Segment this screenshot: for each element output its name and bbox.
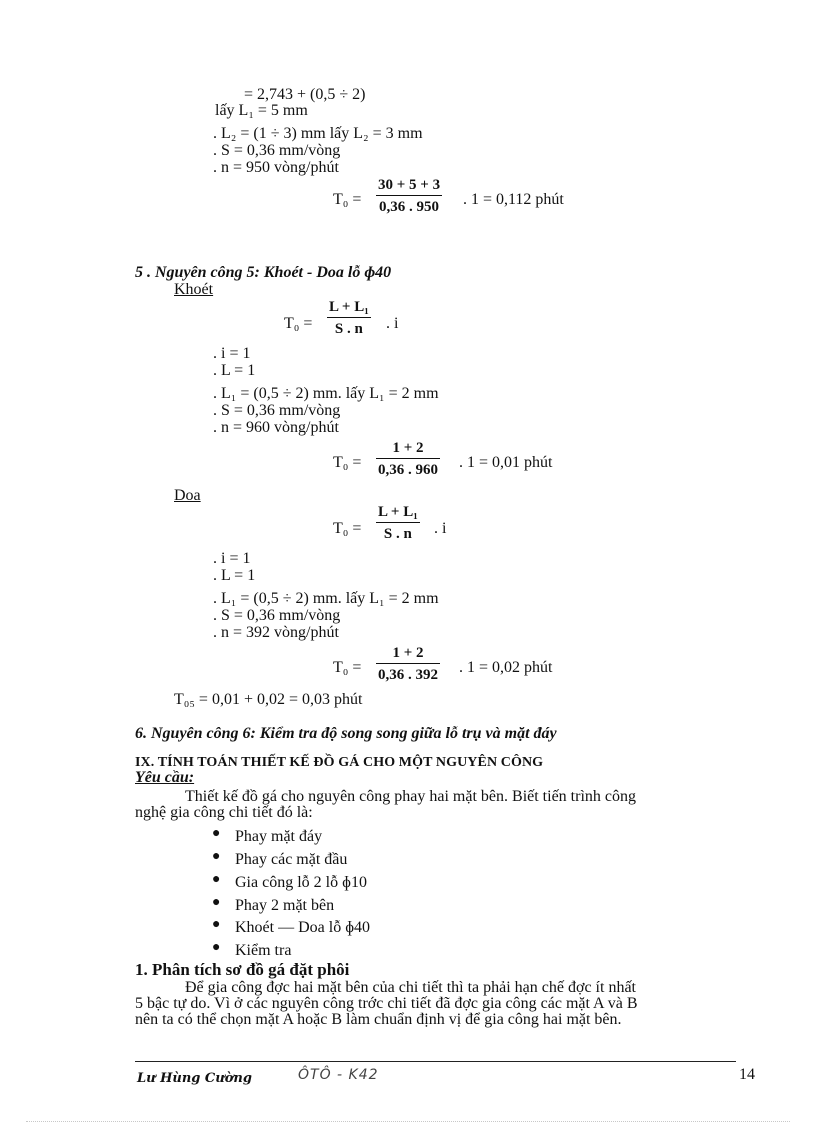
formula-numerator: L + L₁ (329, 299, 369, 315)
paragraph-line-3: nên ta có thể chọn mặt A hoặc B làm chuẩn định vị để gia công hai mặt bên. (135, 1011, 622, 1028)
page-number: 14 (739, 1066, 755, 1083)
fraction-bar (376, 458, 440, 459)
doa-i: . i = 1 (213, 550, 251, 567)
khoet-L: . L = 1 (213, 362, 256, 379)
fraction-bar (376, 522, 420, 523)
formula-denominator: S . n (334, 321, 363, 337)
t0-denominator: 0,36 . 960 (378, 462, 438, 478)
l1-choice: lấy L₁ = 5 mm (215, 102, 308, 119)
l2-line: . L₂ = (1 ÷ 3) mm lấy L₂ = 3 mm (213, 125, 423, 142)
l1-expression: = 2,743 + (0,5 ÷ 2) (244, 86, 366, 103)
intro-line-1: Thiết kế đồ gá cho nguyên công phay hai mặt bên. Biết tiến trình công (185, 788, 636, 805)
list-item: Phay 2 mặt bên (235, 897, 335, 914)
page-edge-dotted-line (26, 1121, 790, 1122)
khoet-S: . S = 0,36 mm/vòng (213, 402, 341, 419)
t0-numerator: 30 + 5 + 3 (378, 177, 441, 193)
doa-formula-fraction (376, 503, 420, 543)
bullet-icon: ● (212, 872, 221, 887)
khoet-t0-fraction (376, 439, 440, 479)
t0-numerator: 1 + 2 (392, 440, 424, 456)
formula-denominator: S . n (383, 526, 412, 542)
section-ix-heading: IX. TÍNH TOÁN THIẾT KẾ ĐỒ GÁ CHO MỘT NGUYÊN CÔNG (135, 755, 544, 770)
t0-denominator: 0,36 . 392 (378, 667, 438, 683)
doa-formula-rhs: . i (434, 520, 447, 537)
doa-n: . n = 392 vòng/phút (213, 624, 339, 641)
bullet-icon: ● (212, 849, 221, 864)
intro-line-2: nghệ gia công chi tiết đó là: (135, 804, 313, 821)
khoet-n: . n = 960 vòng/phút (213, 419, 339, 436)
list-item: Khoét — Doa lỗ ɸ40 (235, 919, 371, 936)
t0-fraction (376, 176, 442, 216)
requirement-label: Yêu cầu: (135, 769, 195, 786)
fraction-bar (327, 317, 371, 318)
doa-label: Doa (174, 487, 201, 504)
section-5-heading: 5 . Nguyên công 5: Khoét - Doa lỗ ɸ40 (135, 264, 392, 281)
t0-denominator: 0,36 . 950 (379, 199, 440, 215)
bullet-icon: ● (212, 917, 221, 932)
khoet-L1: . L₁ = (0,5 ÷ 2) mm. lấy L₁ = 2 mm (213, 385, 439, 402)
doa-S: . S = 0,36 mm/vòng (213, 607, 341, 624)
khoet-label: Khoét (174, 281, 214, 298)
doa-L1: . L₁ = (0,5 ÷ 2) mm. lấy L₁ = 2 mm (213, 590, 439, 607)
t0-rhs: . 1 = 0,112 phút (463, 191, 564, 208)
t05-total: T₀₅ = 0,01 + 0,02 = 0,03 phút (174, 691, 363, 708)
fraction-bar (376, 663, 440, 664)
bullet-icon: ● (212, 940, 221, 955)
list-item: Gia công lỗ 2 lỗ ɸ10 (235, 874, 367, 891)
khoet-t0-rhs: . 1 = 0,01 phút (459, 454, 553, 471)
formula-numerator: L + L₁ (378, 504, 418, 520)
footer-rule (135, 1061, 736, 1062)
doa-t0-rhs: . 1 = 0,02 phút (459, 659, 553, 676)
khoet-formula-rhs: . i (386, 315, 399, 332)
khoet-formula-lhs: T₀ = (284, 315, 313, 332)
khoet-formula-fraction (327, 298, 371, 338)
bullet-icon: ● (212, 826, 221, 841)
t0-numerator: 1 + 2 (392, 645, 424, 661)
doa-t0-lhs: T₀ = (333, 659, 362, 676)
footer-class: ÔTÔ - K42 (298, 1067, 379, 1083)
feed-line: . S = 0,36 mm/vòng (213, 142, 341, 159)
speed-line: . n = 950 vòng/phút (213, 159, 339, 176)
t0-lhs: T₀ = (333, 191, 362, 208)
footer-author: Lư Hùng Cường (137, 1071, 252, 1086)
fraction-bar (376, 195, 442, 196)
subsection-1-heading: 1. Phân tích sơ đồ gá đặt phôi (135, 960, 350, 979)
section-6-heading: 6. Nguyên công 6: Kiểm tra độ song song giữa lỗ trụ và mặt đáy (135, 725, 557, 742)
doa-t0-fraction (376, 644, 440, 684)
doa-L: . L = 1 (213, 567, 256, 584)
khoet-t0-lhs: T₀ = (333, 454, 362, 471)
paragraph-line-2: 5 bậc tự do. Vì ở các nguyên công trớc chi tiết đã đợc gia công các mặt A và B (135, 995, 638, 1012)
list-item: Phay mặt đáy (235, 828, 323, 845)
bullet-icon: ● (212, 895, 221, 910)
doa-formula-lhs: T₀ = (333, 520, 362, 537)
list-item: Phay các mặt đầu (235, 851, 348, 868)
list-item: Kiểm tra (235, 942, 292, 959)
khoet-i: . i = 1 (213, 345, 251, 362)
paragraph-line-1: Để gia công đợc hai mặt bên của chi tiết thì ta phải hạn chế đợc ít nhất (185, 979, 636, 996)
